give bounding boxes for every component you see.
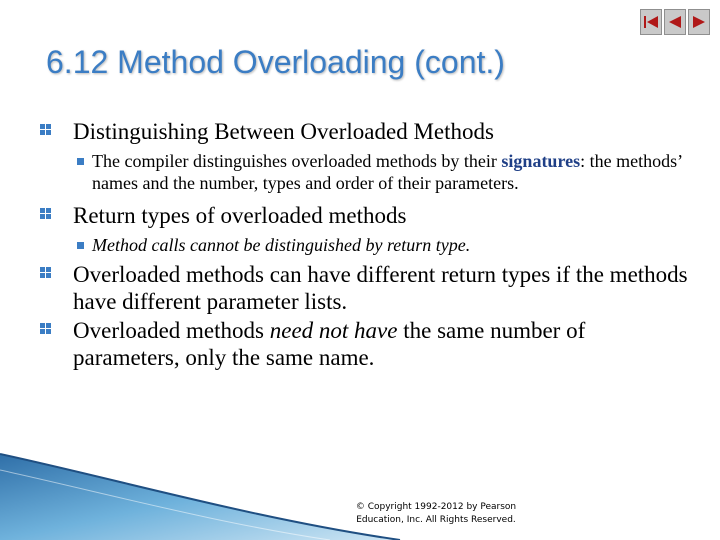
bullet-text: Overloaded methods can have different return types if the methods have different parameter lists. [73, 262, 688, 314]
bullet-icon [40, 208, 52, 220]
sub-bullet-item [40, 234, 690, 256]
copyright-footer [336, 501, 536, 527]
previous-slide-icon [666, 13, 684, 31]
bullet-text: Return types of overloaded methods [73, 203, 407, 228]
emphasis-text: need not have [269, 318, 398, 343]
footer-line: Education, Inc. All Rights Reserved. [356, 515, 516, 525]
sub-bullet-icon [77, 158, 84, 165]
bullet-icon [40, 267, 52, 279]
sub-bullet-text: : the methods’ names and the number, types and order of their parameters. [92, 151, 682, 193]
slide-title: 6.12 Method Overloading (cont.) [46, 44, 505, 80]
slide-content [40, 118, 690, 371]
bullet-item [40, 202, 690, 229]
footer-line: © Copyright 1992-2012 by Pearson [355, 502, 517, 512]
slide-navigation [640, 9, 710, 35]
bullet-text: the same number of parameters, only the same name. [73, 318, 586, 370]
sub-bullet-text: The compiler distinguishes overloaded methods by their [92, 151, 502, 171]
bullet-icon [40, 124, 52, 136]
bullet-item [40, 317, 690, 371]
bullet-text: Overloaded methods [73, 318, 270, 343]
previous-slide-button[interactable] [664, 9, 686, 35]
signatures-term: signatures [501, 151, 581, 171]
next-slide-icon [690, 13, 708, 31]
first-slide-button[interactable] [640, 9, 662, 35]
sub-bullet-item [40, 150, 690, 194]
bullet-item [40, 118, 690, 145]
next-slide-button[interactable] [688, 9, 710, 35]
sub-bullet-text: Method calls cannot be distinguished by return type. [92, 235, 471, 255]
bullet-item [40, 261, 690, 315]
bullet-text: Distinguishing Between Overloaded Methods [73, 119, 494, 144]
sub-bullet-icon [77, 242, 84, 249]
bullet-icon [40, 323, 52, 335]
first-slide-icon [642, 13, 660, 31]
